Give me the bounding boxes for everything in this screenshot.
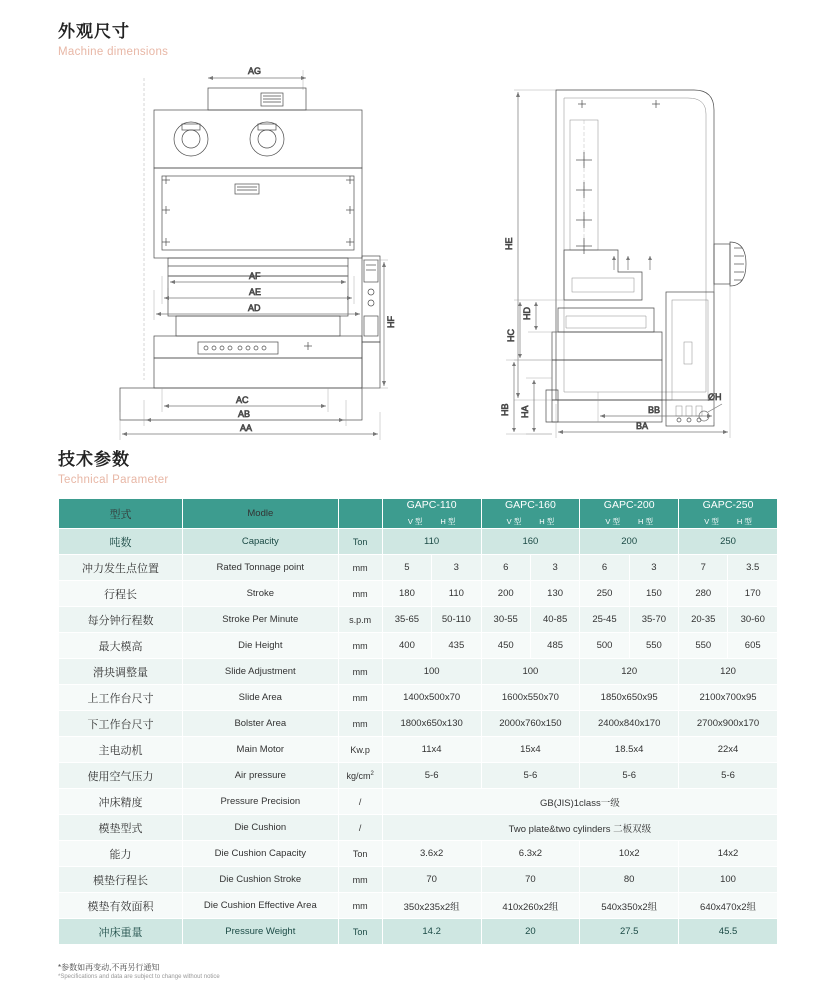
row-unit: mm [338, 555, 382, 581]
header-cell-type: 型式 [59, 499, 183, 529]
cell-value: 280 [679, 581, 728, 607]
row-unit: mm [338, 711, 382, 737]
svg-text:HC: HC [506, 329, 516, 342]
svg-text:BA: BA [636, 421, 649, 431]
svg-text:HA: HA [520, 405, 530, 418]
row-label-cn: 滑块调整量 [59, 659, 183, 685]
row-unit: mm [338, 685, 382, 711]
table-row [59, 659, 778, 685]
cell-value: 3.5 [728, 555, 778, 581]
row-label-cn: 冲床重量 [59, 919, 183, 945]
technical-parameter-table [58, 498, 778, 945]
svg-text:AA: AA [240, 423, 253, 433]
header-cell-model-2: GAPC-160 V 型 H 型 [481, 499, 580, 529]
cell-value: 180 [382, 581, 431, 607]
cell-value: 5-6 [481, 763, 580, 789]
table-row [59, 919, 778, 945]
cell-value: 2400x840x170 [580, 711, 679, 737]
row-label-cn: 冲床精度 [59, 789, 183, 815]
table-row [59, 737, 778, 763]
row-label-cn: 每分钟行程数 [59, 607, 183, 633]
cell-value: 110 [432, 581, 481, 607]
cell-value: 250 [679, 529, 778, 555]
section-heading-dimensions [58, 22, 168, 60]
row-label-cn: 上工作台尺寸 [59, 685, 183, 711]
svg-text:AE: AE [249, 287, 262, 297]
cell-value: 250 [580, 581, 629, 607]
cell-value: 130 [530, 581, 579, 607]
row-unit: mm [338, 633, 382, 659]
cell-value: 5-6 [679, 763, 778, 789]
cell-value: 3.6x2 [382, 841, 481, 867]
row-label-en: Stroke [183, 581, 339, 607]
cell-value: 500 [580, 633, 629, 659]
cell-value: 200 [580, 529, 679, 555]
cell-value: 435 [432, 633, 481, 659]
row-label-en: Bolster Area [183, 711, 339, 737]
row-label-en: Die Height [183, 633, 339, 659]
row-label-en: Air pressure [183, 763, 339, 789]
cell-value: 20 [481, 919, 580, 945]
cell-value: 150 [629, 581, 678, 607]
table-header-row [59, 499, 778, 529]
header-cell-unit [338, 499, 382, 529]
svg-text:AD: AD [248, 303, 261, 313]
heading-en: Technical Parameter [58, 474, 169, 486]
row-label-en: Slide Adjustment [183, 659, 339, 685]
cell-value: 640x470x2组 [679, 893, 778, 919]
row-label-en: Capacity [183, 529, 339, 555]
cell-value: 2700x900x170 [679, 711, 778, 737]
table-row [59, 789, 778, 815]
cell-value: 45.5 [679, 919, 778, 945]
cell-value: 110 [382, 529, 481, 555]
row-label-cn: 冲力发生点位置 [59, 555, 183, 581]
row-label-en: Main Motor [183, 737, 339, 763]
table-row [59, 841, 778, 867]
cell-value: 3 [432, 555, 481, 581]
row-label-cn: 使用空气压力 [59, 763, 183, 789]
section-heading-technical [58, 450, 169, 488]
cell-value: 14.2 [382, 919, 481, 945]
cell-value: 35-70 [629, 607, 678, 633]
footnote-cn: *参数如再变动,不再另行通知 [58, 963, 160, 972]
cell-value: 1400x500x70 [382, 685, 481, 711]
table-row [59, 529, 778, 555]
cell-value: Two plate&two cylinders 二板双级 [382, 815, 777, 841]
cell-value: 3 [629, 555, 678, 581]
svg-text:BB: BB [648, 405, 661, 415]
row-label-cn: 模垫型式 [59, 815, 183, 841]
row-unit: mm [338, 581, 382, 607]
row-label-en: Pressure Weight [183, 919, 339, 945]
row-label-cn: 能力 [59, 841, 183, 867]
table-body [59, 529, 778, 945]
row-label-cn: 吨数 [59, 529, 183, 555]
cell-value: 14x2 [679, 841, 778, 867]
row-unit: mm [338, 659, 382, 685]
row-unit: Ton [338, 841, 382, 867]
cell-value: 540x350x2组 [580, 893, 679, 919]
svg-text:HD: HD [522, 307, 532, 320]
cell-value: 25-45 [580, 607, 629, 633]
spec-table [58, 498, 778, 945]
header-cell-model-3: GAPC-200 V 型 H 型 [580, 499, 679, 529]
header-cell-model-1: GAPC-110 V 型 H 型 [382, 499, 481, 529]
cell-value: 605 [728, 633, 778, 659]
cell-value: 120 [580, 659, 679, 685]
cell-value: 5-6 [580, 763, 679, 789]
cell-value: 200 [481, 581, 530, 607]
row-label-en: Die Cushion Capacity [183, 841, 339, 867]
row-label-en: Die Cushion Stroke [183, 867, 339, 893]
svg-text:AG: AG [248, 66, 262, 76]
svg-text:ØH: ØH [708, 392, 722, 402]
table-row [59, 581, 778, 607]
cell-value: 15x4 [481, 737, 580, 763]
cell-value: 27.5 [580, 919, 679, 945]
cell-value: 2000x760x150 [481, 711, 580, 737]
row-unit: mm [338, 893, 382, 919]
cell-value: 550 [679, 633, 728, 659]
heading-cn: 外观尺寸 [58, 22, 130, 41]
row-unit: Kw.p [338, 737, 382, 763]
cell-value: 5-6 [382, 763, 481, 789]
cell-value: 18.5x4 [580, 737, 679, 763]
cell-value: 10x2 [580, 841, 679, 867]
cell-value: 30-60 [728, 607, 778, 633]
row-label-en: Die Cushion Effective Area [183, 893, 339, 919]
cell-value: 100 [481, 659, 580, 685]
cell-value: 6 [481, 555, 530, 581]
row-label-cn: 下工作台尺寸 [59, 711, 183, 737]
cell-value: 350x235x2组 [382, 893, 481, 919]
cell-value: 35-65 [382, 607, 431, 633]
cell-value: 22x4 [679, 737, 778, 763]
table-row [59, 815, 778, 841]
cell-value: 120 [679, 659, 778, 685]
table-row [59, 555, 778, 581]
cell-value: 410x260x2组 [481, 893, 580, 919]
machine-drawing [58, 60, 778, 442]
cell-value: 2100x700x95 [679, 685, 778, 711]
row-unit: $kg/cm^2$ [338, 763, 382, 789]
cell-value: 70 [382, 867, 481, 893]
cell-value: 100 [679, 867, 778, 893]
row-unit: Ton [338, 529, 382, 555]
table-row [59, 607, 778, 633]
cell-value: 1850x650x95 [580, 685, 679, 711]
svg-text:HE: HE [504, 237, 514, 250]
table-row [59, 763, 778, 789]
cell-value: 400 [382, 633, 431, 659]
row-unit: Ton [338, 919, 382, 945]
cell-value: 3 [530, 555, 579, 581]
cell-value: 40-85 [530, 607, 579, 633]
cell-value: 100 [382, 659, 481, 685]
footnote [58, 962, 220, 982]
table-header [59, 499, 778, 529]
cell-value: 7 [679, 555, 728, 581]
svg-text:HF: HF [386, 316, 396, 328]
cell-value: 80 [580, 867, 679, 893]
table-row [59, 711, 778, 737]
row-unit: mm [338, 867, 382, 893]
row-label-cn: 行程长 [59, 581, 183, 607]
cell-value: 6.3x2 [481, 841, 580, 867]
table-row [59, 685, 778, 711]
table-row [59, 867, 778, 893]
table-row [59, 893, 778, 919]
heading-cn: 技术参数 [58, 450, 130, 469]
cell-value: 5 [382, 555, 431, 581]
cell-value: 550 [629, 633, 678, 659]
row-label-en: Die Cushion [183, 815, 339, 841]
row-label-cn: 模垫有效面积 [59, 893, 183, 919]
footnote-en: *Specifications and data are subject to change without notice [58, 974, 220, 980]
svg-text:AC: AC [236, 395, 249, 405]
cell-value: 6 [580, 555, 629, 581]
cell-value: 11x4 [382, 737, 481, 763]
row-label-en: Slide Area [183, 685, 339, 711]
cell-value: 1800x650x130 [382, 711, 481, 737]
row-label-en: Pressure Precision [183, 789, 339, 815]
cell-value: GB(JIS)1class一级 [382, 789, 777, 815]
svg-text:AF: AF [249, 271, 261, 281]
row-unit: / [338, 815, 382, 841]
cell-value: 485 [530, 633, 579, 659]
cell-value: 50-110 [432, 607, 481, 633]
row-label-cn: 模垫行程长 [59, 867, 183, 893]
cell-value: 70 [481, 867, 580, 893]
svg-text:AB: AB [238, 409, 251, 419]
table-row [59, 633, 778, 659]
row-label-cn: 最大模高 [59, 633, 183, 659]
cell-value: 30-55 [481, 607, 530, 633]
cell-value: 160 [481, 529, 580, 555]
svg-text:HB: HB [500, 403, 510, 416]
row-unit: / [338, 789, 382, 815]
cell-value: 170 [728, 581, 778, 607]
cell-value: 1600x550x70 [481, 685, 580, 711]
cell-value: 20-35 [679, 607, 728, 633]
header-cell-model-4: GAPC-250 V 型 H 型 [679, 499, 778, 529]
heading-en: Machine dimensions [58, 46, 169, 58]
row-unit: s.p.m [338, 607, 382, 633]
cell-value: 450 [481, 633, 530, 659]
row-label-cn: 主电动机 [59, 737, 183, 763]
row-label-en: Rated Tonnage point [183, 555, 339, 581]
row-label-en: Stroke Per Minute [183, 607, 339, 633]
header-cell-model: Modle [183, 499, 339, 529]
